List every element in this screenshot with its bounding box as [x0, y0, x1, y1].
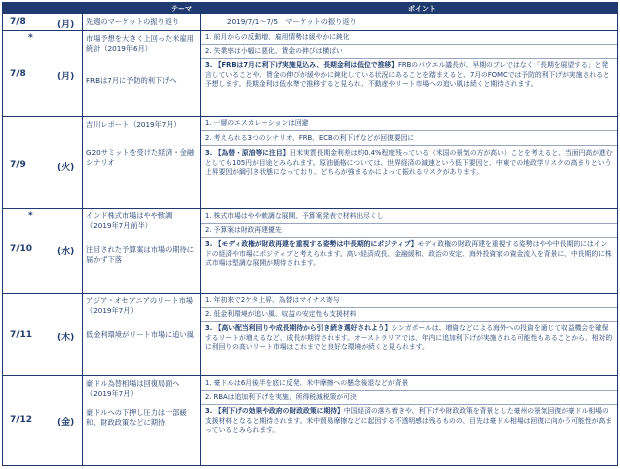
col-divider-2 [200, 14, 201, 465]
theme-text: インド株式市場はやや軟調（2019年7月前半） [86, 211, 173, 230]
point-text: 2019/7/1～7/5 マーケットの振り返り [227, 17, 357, 26]
point-divider [201, 58, 617, 59]
theme-text: 市場予想を大きく上回った米雇用統計（2019年6月） [86, 34, 194, 53]
point-divider [201, 237, 617, 238]
point-item: 1. 前月からの反動増、雇用情勢は緩やかに鈍化 [205, 33, 350, 41]
theme-text: アジア・オセアニアのリート市場（2019年7月） [86, 296, 193, 315]
theme-text: G20サミットを受けた経済・金融シナリオ [86, 148, 195, 167]
schedule-table [2, 2, 618, 466]
point-divider [201, 223, 617, 224]
point-item: 2. 考えられる3つのシナリオ、FRB、ECBの利下げなどが回復要因に [205, 134, 415, 142]
row-divider [3, 208, 617, 209]
day-label: (月) [57, 72, 75, 82]
point-item: 2. 失業率は小幅に悪化、賃金の伸びは横ばい [205, 47, 343, 55]
theme-text: FRBは7月に予防的利下げへ [86, 76, 177, 85]
point-divider [201, 145, 617, 146]
point-item: 1. 株式市場はやや軟調な展開、予算案発表で材料出尽くし [205, 212, 384, 220]
day-label: (水) [57, 247, 75, 257]
point-item: 1. 一層のエスカレーションは回避 [205, 119, 309, 127]
point-item: 2. 予算案は財政再建優先 [205, 226, 282, 234]
theme-text: 低金利環境がリート市場に追い風 [86, 330, 194, 339]
point-item: 2. RBAは追加利下げを実施、所得税減税策が可決 [205, 393, 357, 401]
point-item: 3. 【モディ政権が財政再建を重視する姿勢は中長期的にポジティブ】モディ政権の財政再建を重視する姿勢はやや中長期的にはインドの経済や市場にポジティブと考えられます。高い経済成長、金融緩和、政治の安定、海外投資家の資金流入を背景に、中長期的に株式市場は堅調な展開が期待されます。 [205, 240, 612, 268]
point-item: 1. 豪ドルは6月後半を底に反発、米中摩擦への懸念後退などが背景 [205, 379, 409, 387]
header-point: ポイント [408, 5, 436, 13]
point-item: 2. 低金利環境が追い風、収益の安定性も支援材料 [205, 310, 357, 318]
point-divider [201, 44, 617, 45]
point-divider [201, 390, 617, 391]
col-divider-1 [82, 14, 83, 465]
date-label: 7/10 [10, 244, 33, 254]
theme-text: 注目された予算案は市場の期待に届かず下落 [86, 245, 194, 264]
date-label: 7/8 [10, 69, 26, 79]
point-item: 1. 年初来で2ケタ上昇、為替はマイナス寄与 [205, 296, 340, 304]
point-item: 3. 【為替・原油等に注目】日米実質長期金利差は約0.4%程度残っている（米国の景気の方が高い）ことを考えると、当面円高が進むとしても105円が目途とみられます。原油価格については、世界経済の減速という低下要因と、中東での地政学リスクの高まりという上昇要因が綱引き状態になっており、どちらが強まるかによって振れるリスクがあります。 [205, 149, 613, 177]
theme-text: 豪ドル為替相場は回復局面へ（2019年7月） [86, 379, 180, 398]
day-label: (月) [57, 20, 75, 30]
point-item: 3. 【FRBは7月に利下げ実施見込み、長期金利は低位で推移】FRBのパウエル議長が、早期のブレではなく「長期を展望する」と発言していることや、賃金の伸びが緩やかに鈍化している状況にあることを踏まえると、7月のFOMCでは予防的利下げが実施されると予想します。長期金利は低水準で推移すると見られ、不動産やリート市場への追い風は続くと期待されます。 [205, 61, 610, 89]
header-theme: テーマ [171, 5, 192, 13]
theme-text: 吉川レポート（2019年7月） [86, 120, 181, 129]
day-label: (火) [57, 163, 75, 173]
point-item: 3. 【利下げの効果や政府の財政政策に期待】中国経済の落ち着きや、利下げや財政政策を背景とした豪州の景気回復が豪ドル相場の支援材料となると期待されます。米中貿易摩擦などに起因する不透明感は残るものの、目先は豪ドル相場は回復に向かう可能性が高まっているとみられます。 [205, 407, 612, 435]
date-label: 7/9 [10, 160, 26, 170]
point-divider [201, 404, 617, 405]
row-divider [3, 30, 617, 31]
star-mark: * [28, 211, 33, 221]
day-label: (金) [57, 418, 75, 428]
row-divider [3, 116, 617, 117]
date-label: 7/8 [10, 17, 26, 27]
theme-text: 豪ドルへの下押し圧力は一部緩和、財政政策などに期待 [86, 408, 187, 427]
date-label: 7/12 [10, 415, 33, 425]
point-divider [201, 307, 617, 308]
row-divider [3, 293, 617, 294]
point-divider [201, 130, 617, 131]
row-divider [3, 375, 617, 376]
date-label: 7/11 [10, 330, 33, 340]
point-item: 3. 【高い配当利回りや成長期待から引き続き選好されよう】シンガポールは、増資などによる海外への投資を通じて収益機会を確保するリートが増えるなど、成長が期待されます。オーストラリアでは、年内に追加利下げが実施される可能性もあることから、相対的に利回りの高いリート市場はこれまでと良好な環境が続くと見られます。 [205, 324, 613, 352]
table-header [3, 3, 617, 14]
day-label: (木) [57, 333, 75, 343]
theme-text: 先週のマーケットの振り返り [86, 17, 180, 26]
point-divider [201, 321, 617, 322]
star-mark: * [28, 33, 33, 43]
